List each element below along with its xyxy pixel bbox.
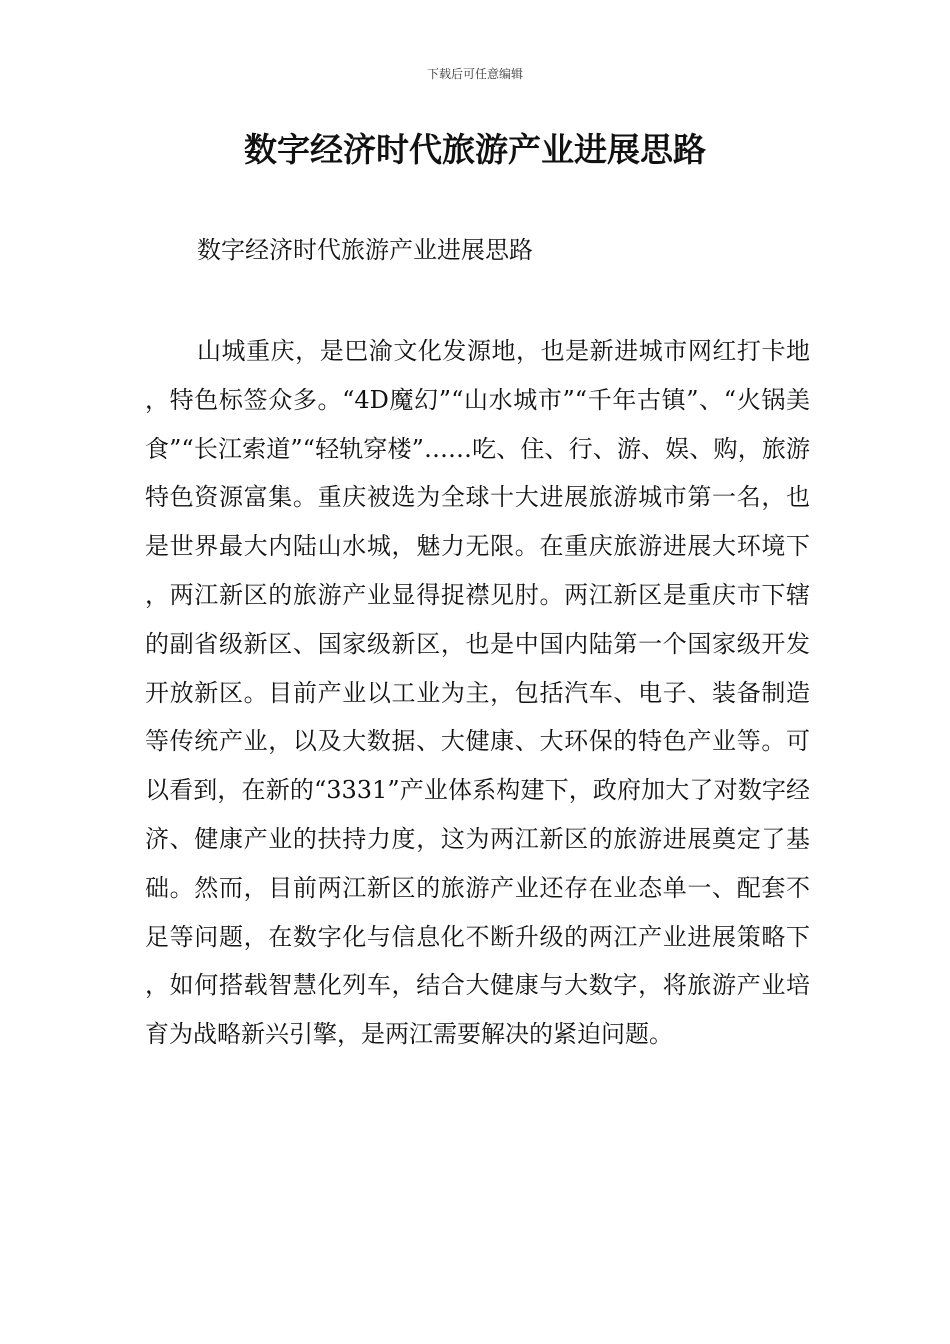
header-note: 下载后可任意编辑: [426, 67, 523, 81]
document-subtitle: 数字经济时代旅游产业进展思路: [197, 236, 533, 264]
document-title: 数字经济时代旅游产业进展思路: [244, 130, 706, 169]
body-paragraph: 山城重庆，是巴渝文化发源地，也是新进城市网红打卡地，特色标签众多。“4D魔幻”“山水城市”“千年古镇”、“火锅美食”“长江索道”“轻轨穿楼”……吃、住、行、游、娱、购，旅游特色资源富集。重庆被选为全球十大进展旅游城市第一名，也是世界最大内陆山水城，魅力无限。在重庆旅游进展大环境下，两江新区的旅游产业显得捉襟见肘。两江新区是重庆市下辖的副省级新区、国家级新区，也是中国内陆第一个国家级开发开放新区。目前产业以工业为主，包括汽车、电子、装备制造等传统产业，以及大数据、大健康、大环保的特色产业等。可以看到，在新的“3331”产业体系构建下，政府加大了对数字经济、健康产业的扶持力度，这为两江新区的旅游进展奠定了基础。然而，目前两江新区的旅游产业还存在业态单一、配套不足等问题，在数字化与信息化不断升级的两江产业进展策略下，如何搭载智慧化列车，结合大健康与大数字，将旅游产业培育为战略新兴引擎，是两江需要解决的紧迫问题。: [145, 337, 810, 1049]
